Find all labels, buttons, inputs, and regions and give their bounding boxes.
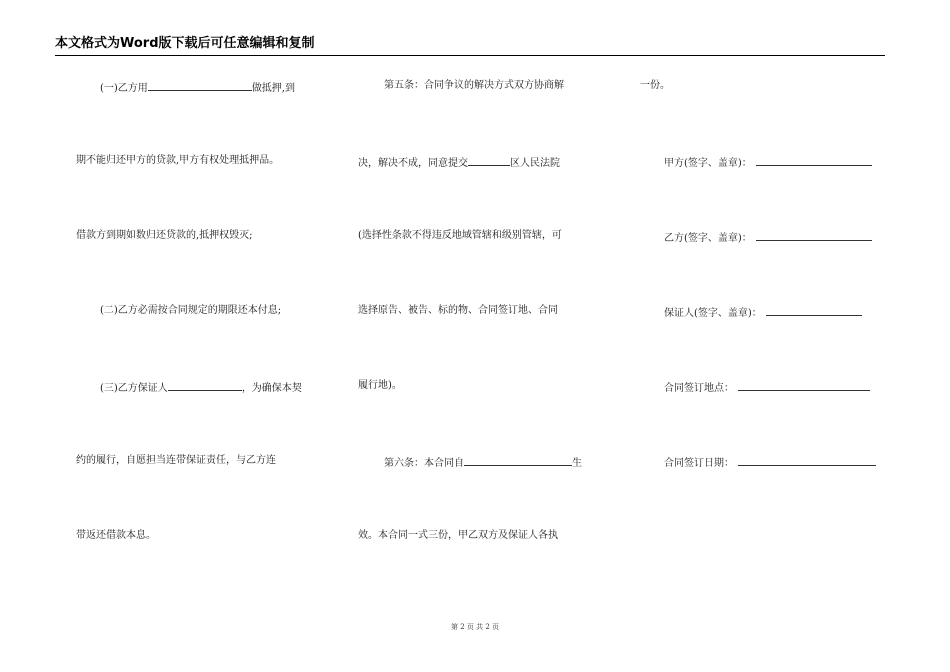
signature-field	[756, 155, 872, 166]
text: ，为确保本契	[241, 383, 302, 394]
party-a-signature-line	[664, 155, 872, 170]
blank-field	[464, 455, 572, 466]
blank-field	[468, 155, 510, 166]
paragraph-line: 一份。	[640, 80, 670, 91]
paragraph-line: 效。本合同一式三份，甲乙双方及保证人各执	[358, 530, 558, 541]
blank-field	[148, 80, 252, 91]
paragraph-line: 履行地)。	[358, 380, 402, 391]
text: 第六条：本合同自	[384, 458, 464, 469]
article-5-line: 第五条：合同争议的解决方式双方协商解	[384, 80, 564, 91]
paragraph-line: 带返还借款本息。	[76, 530, 156, 541]
paragraph-line: 借款方到期如数归还贷款的,抵押权毁灭;	[76, 230, 253, 241]
clause-2-line: (二)乙方必需按合同规定的期限还本付息;	[100, 305, 282, 316]
page-number: 第 2 页 共 2 页	[450, 623, 500, 631]
text: (一)乙方用	[100, 83, 148, 94]
blank-field	[738, 380, 870, 391]
text: 生	[572, 458, 582, 469]
text: 保证人(签字、盖章)：	[664, 308, 762, 319]
signature-field	[756, 230, 872, 241]
signing-place-line	[664, 380, 870, 395]
text: 决，解决不成，同意提交	[358, 158, 468, 169]
blank-field	[168, 380, 242, 391]
signing-date-line	[664, 455, 876, 470]
guarantor-signature-line	[664, 305, 862, 320]
clause-1-line	[100, 80, 295, 95]
paragraph-line: (选择性条款不得违反地域管辖和级别管辖，可	[358, 230, 562, 241]
header-title: 本文格式为Word版下载后可任意编辑和复制	[55, 36, 315, 51]
blank-field	[738, 455, 876, 466]
page-footer	[0, 622, 950, 632]
paragraph-line: 选择原告、被告、标的物、合同签订地、合同	[358, 305, 558, 316]
paragraph-line: 期不能归还甲方的贷款,甲方有权处理抵押品。	[76, 155, 280, 166]
signature-field	[766, 305, 862, 316]
text: 区人民法院	[510, 158, 560, 169]
text: 甲方(签字、盖章)：	[664, 158, 752, 169]
article-6-line	[384, 455, 582, 470]
text: (三)乙方保证人	[100, 383, 168, 394]
party-b-signature-line	[664, 230, 872, 245]
paragraph-line	[358, 155, 560, 170]
text: 做抵押,到	[251, 83, 295, 94]
paragraph-line: 约的履行，自愿担当连带保证责任，与乙方连	[76, 455, 276, 466]
text: 合同签订地点：	[664, 383, 734, 394]
text: 合同签订日期：	[664, 458, 734, 469]
document-header	[55, 36, 885, 56]
clause-3-line	[100, 380, 302, 395]
text: 乙方(签字、盖章)：	[664, 233, 752, 244]
